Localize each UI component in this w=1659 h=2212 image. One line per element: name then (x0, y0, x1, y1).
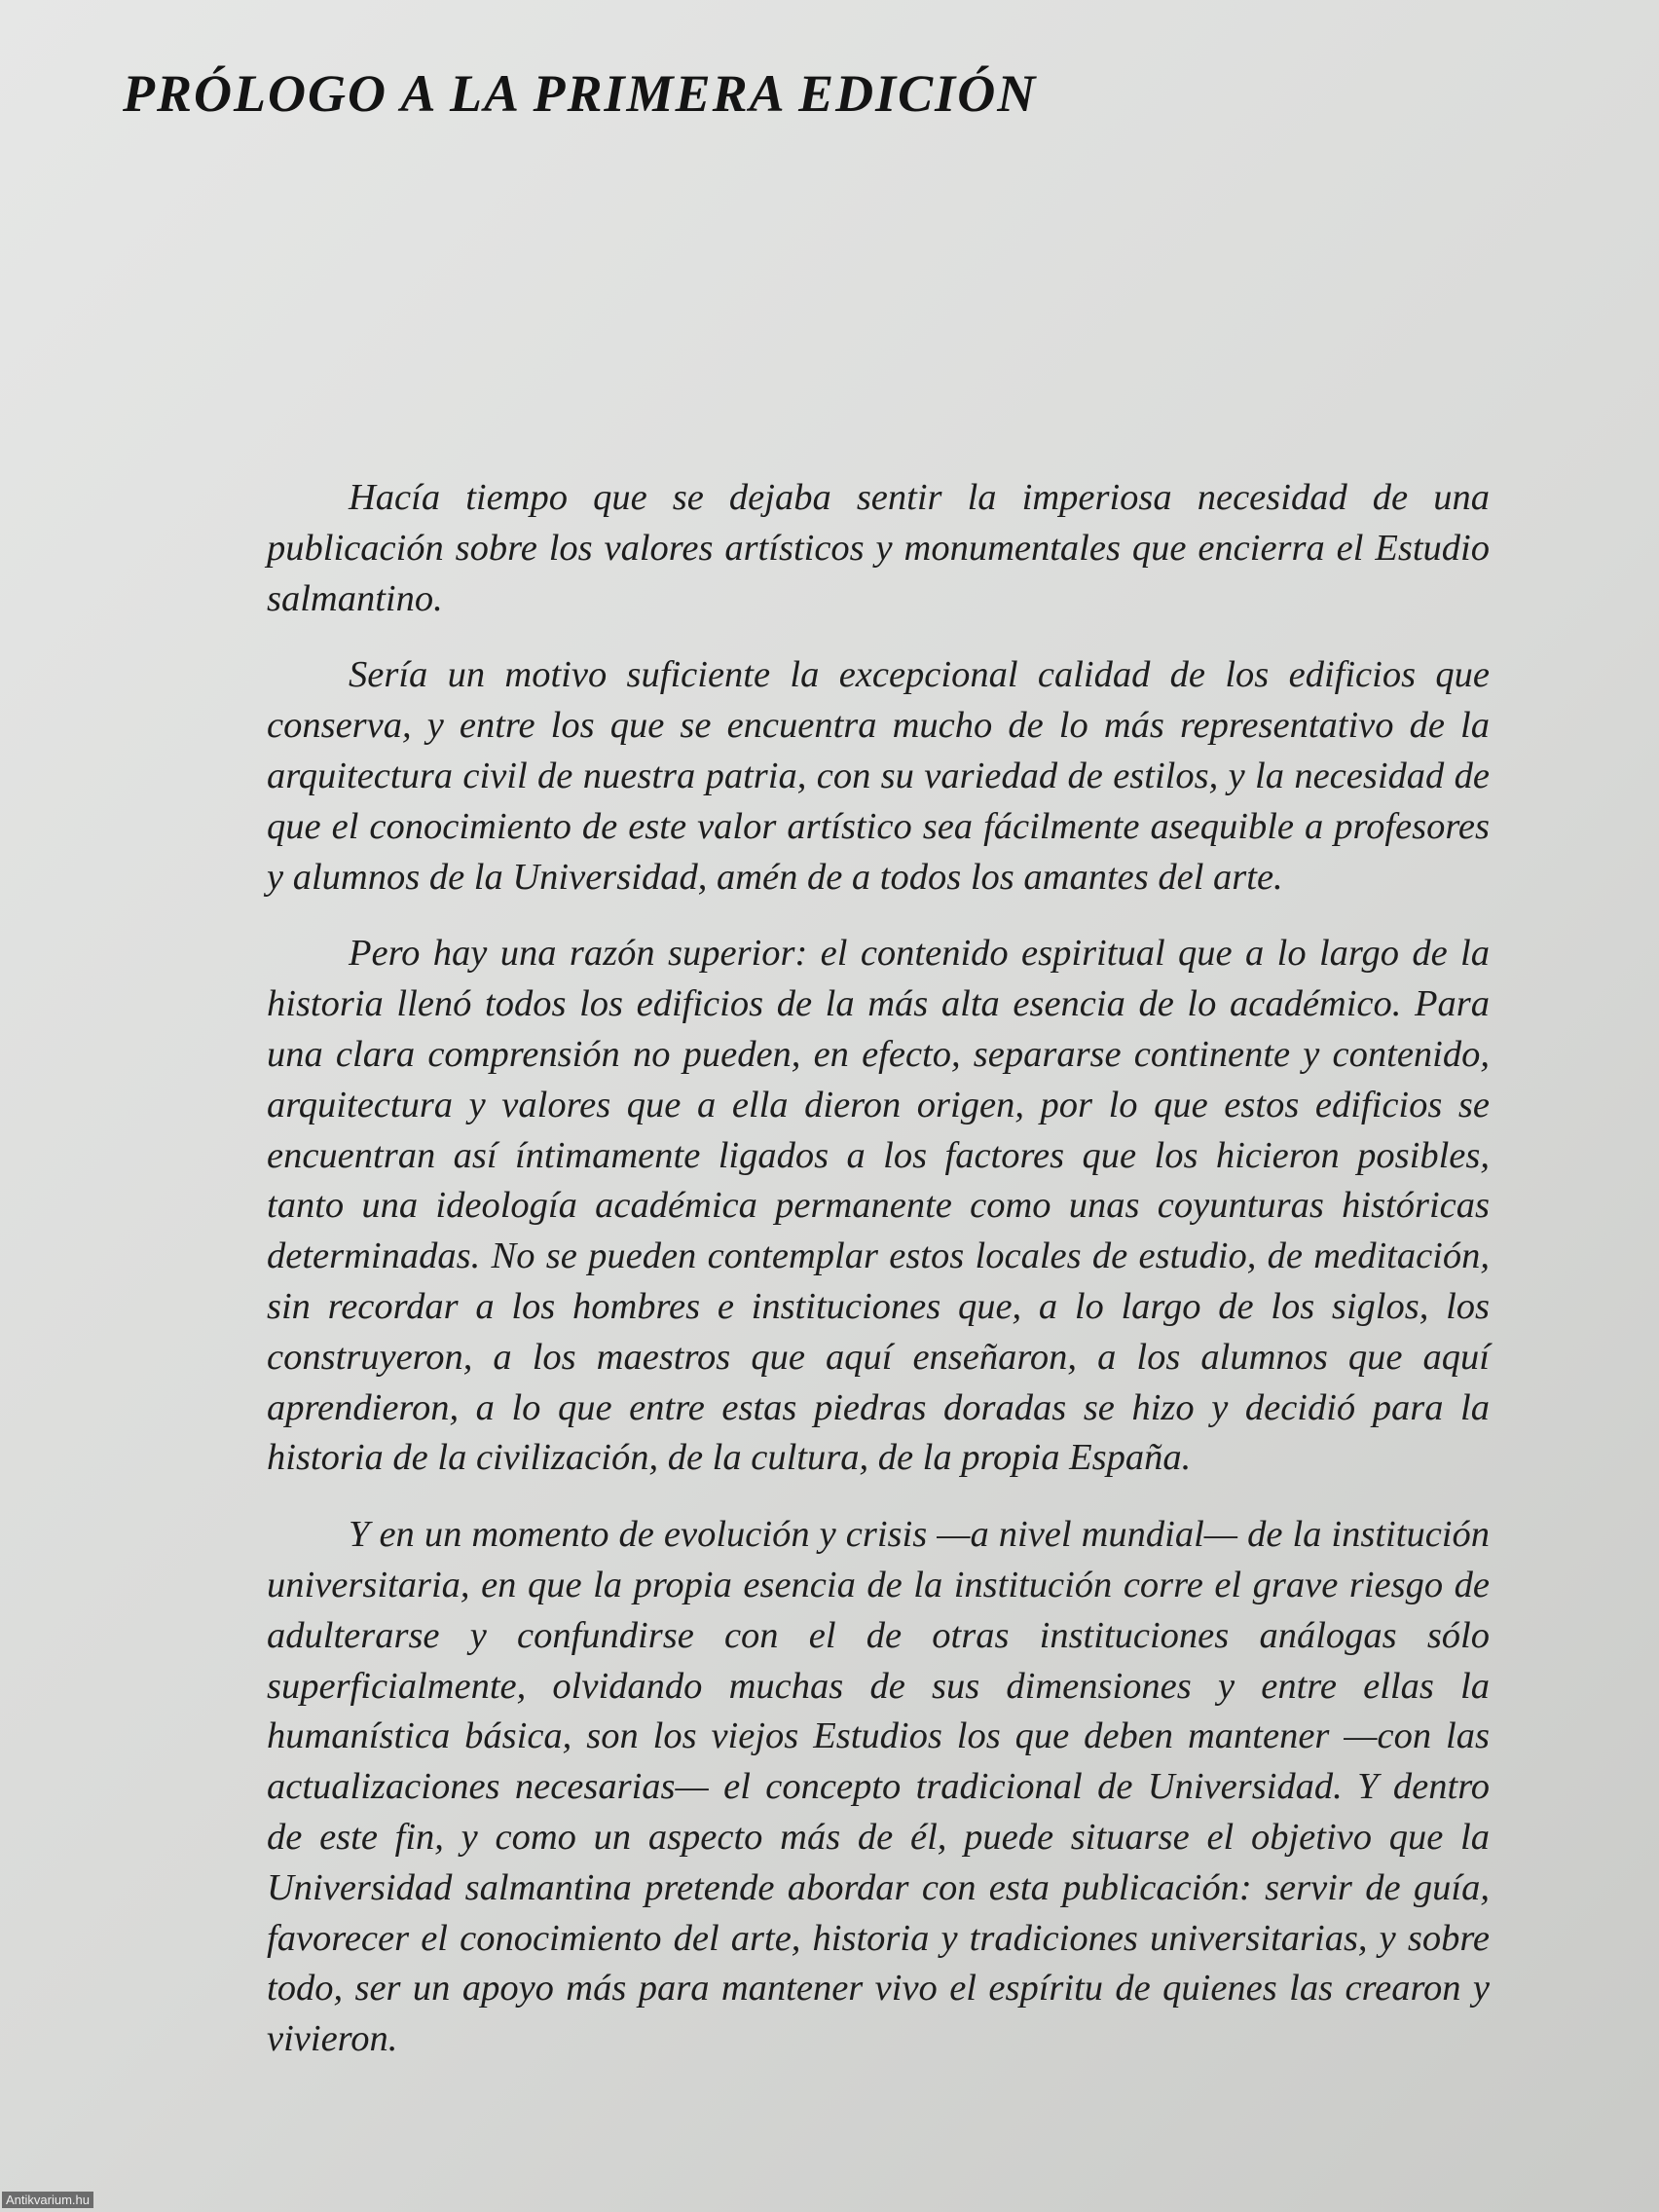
paragraph-2: Sería un motivo suficiente la excepcional calidad de los edificios que conserva, y entre los que se encuentra mucho de lo más representativo de la arquitectura civil de nuestra patria, con su variedad de estilos, y la necesidad de que el conocimiento de este valor artístico sea fácilmente asequible a profesores y alumnos de la Universidad, amén de a todos los amantes del arte. (267, 654, 1490, 898)
paragraph-1: Hacía tiempo que se dejaba sentir la imperiosa necesidad de una publicación sobre los valores artísticos y monumentales que encierra el Estudio salmantino. (267, 477, 1490, 619)
prologue-body (267, 473, 1490, 2091)
watermark: Antikvarium.hu (2, 2192, 93, 2208)
paragraph-3: Pero hay una razón superior: el contenido espiritual que a lo largo de la historia llenó todos los edificios de la más alta esencia de lo académico. Para una clara comprensión no pueden, en efecto, separarse continente y contenido, arquitectura y valores que a ella dieron origen, por lo que estos edificios se encuentran así íntimamente ligados a los factores que los hicieron posibles, tanto una ideología académica permanente como unas coyunturas históricas determinadas. No se pueden contemplar estos locales de estudio, de meditación, sin recordar a los hombres e instituciones que, a lo largo de los siglos, los construyeron, a los maestros que aquí enseñaron, a los alumnos que aquí aprendieron, a lo que entre estas piedras doradas se hizo y decidió para la historia de la civilización, de la cultura, de la propia España. (267, 933, 1490, 1479)
page-title: PRÓLOGO A LA PRIMERA EDICIÓN (123, 64, 1038, 123)
paragraph-4: Y en un momento de evolución y crisis —a nivel mundial— de la institución universitaria, en que la propia esencia de la institución corre el grave riesgo de adulterarse y confundirse con el de otras instituciones análogas sólo superficialmente, olvidando muchas de sus dimensiones y entre ellas la humanística básica, son los viejos Estudios los que deben mantener —con las actualizaciones necesarias— el concepto tradicional de Universidad. Y dentro de este fin, y como un aspecto más de él, puede situarse el objetivo que la Universidad salmantina pretende abordar con esta publicación: servir de guía, favorecer el conocimiento del arte, historia y tradiciones universitarias, y sobre todo, ser un apoyo más para mantener vivo el espíritu de quienes las crearon y vivieron. (267, 1514, 1490, 2060)
